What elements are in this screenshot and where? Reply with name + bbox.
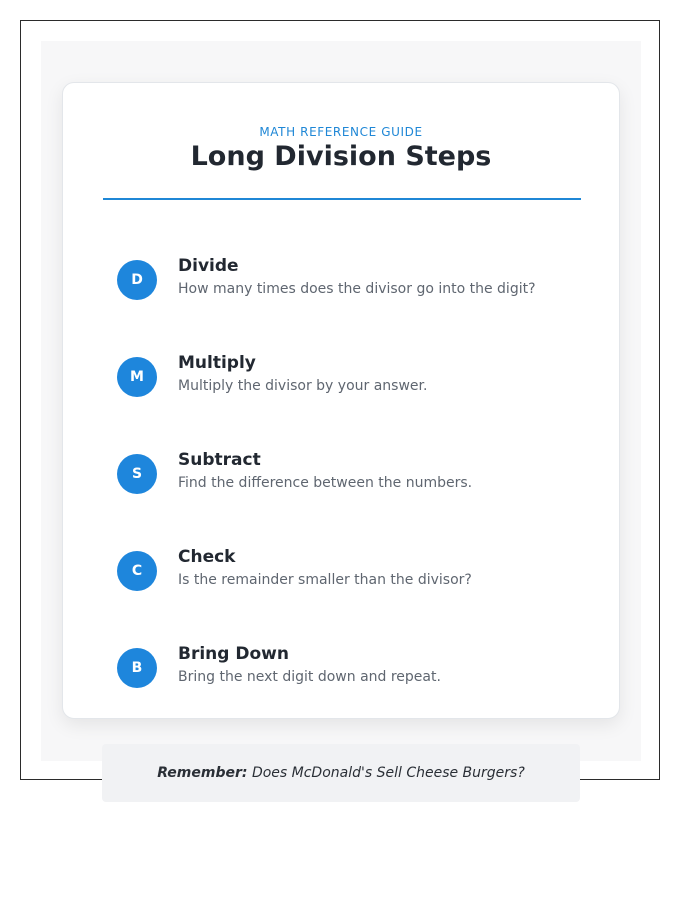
step-title: Subtract	[178, 450, 261, 470]
tip-text: Does McDonald's Sell Cheese Burgers?	[251, 765, 525, 781]
step-badge: S	[117, 454, 157, 494]
step-subtract	[117, 450, 577, 510]
step-badge: C	[117, 551, 157, 591]
step-check	[117, 547, 577, 607]
step-description: How many times does the divisor go into the digit?	[178, 281, 536, 297]
step-multiply	[117, 353, 577, 413]
step-description: Find the difference between the numbers.	[178, 475, 473, 491]
step-divide	[117, 256, 577, 316]
guide-kicker: MATH REFERENCE GUIDE	[259, 125, 423, 139]
step-title: Bring Down	[178, 644, 289, 664]
step-badge: B	[117, 648, 157, 688]
mnemonic-tip	[102, 744, 580, 802]
tip-label: Remember:	[157, 765, 248, 781]
reference-card	[62, 82, 620, 719]
steps-list	[117, 83, 577, 718]
step-description: Is the remainder smaller than the divisor?	[178, 572, 472, 588]
step-bring-down	[117, 644, 577, 704]
step-title: Multiply	[178, 353, 256, 373]
step-title: Divide	[178, 256, 239, 276]
step-description: Bring the next digit down and repeat.	[178, 669, 441, 685]
step-description: Multiply the divisor by your answer.	[178, 378, 428, 394]
step-badge: D	[117, 260, 157, 300]
page-title: Long Division Steps	[190, 141, 492, 172]
step-title: Check	[178, 547, 236, 567]
step-badge: M	[117, 357, 157, 397]
